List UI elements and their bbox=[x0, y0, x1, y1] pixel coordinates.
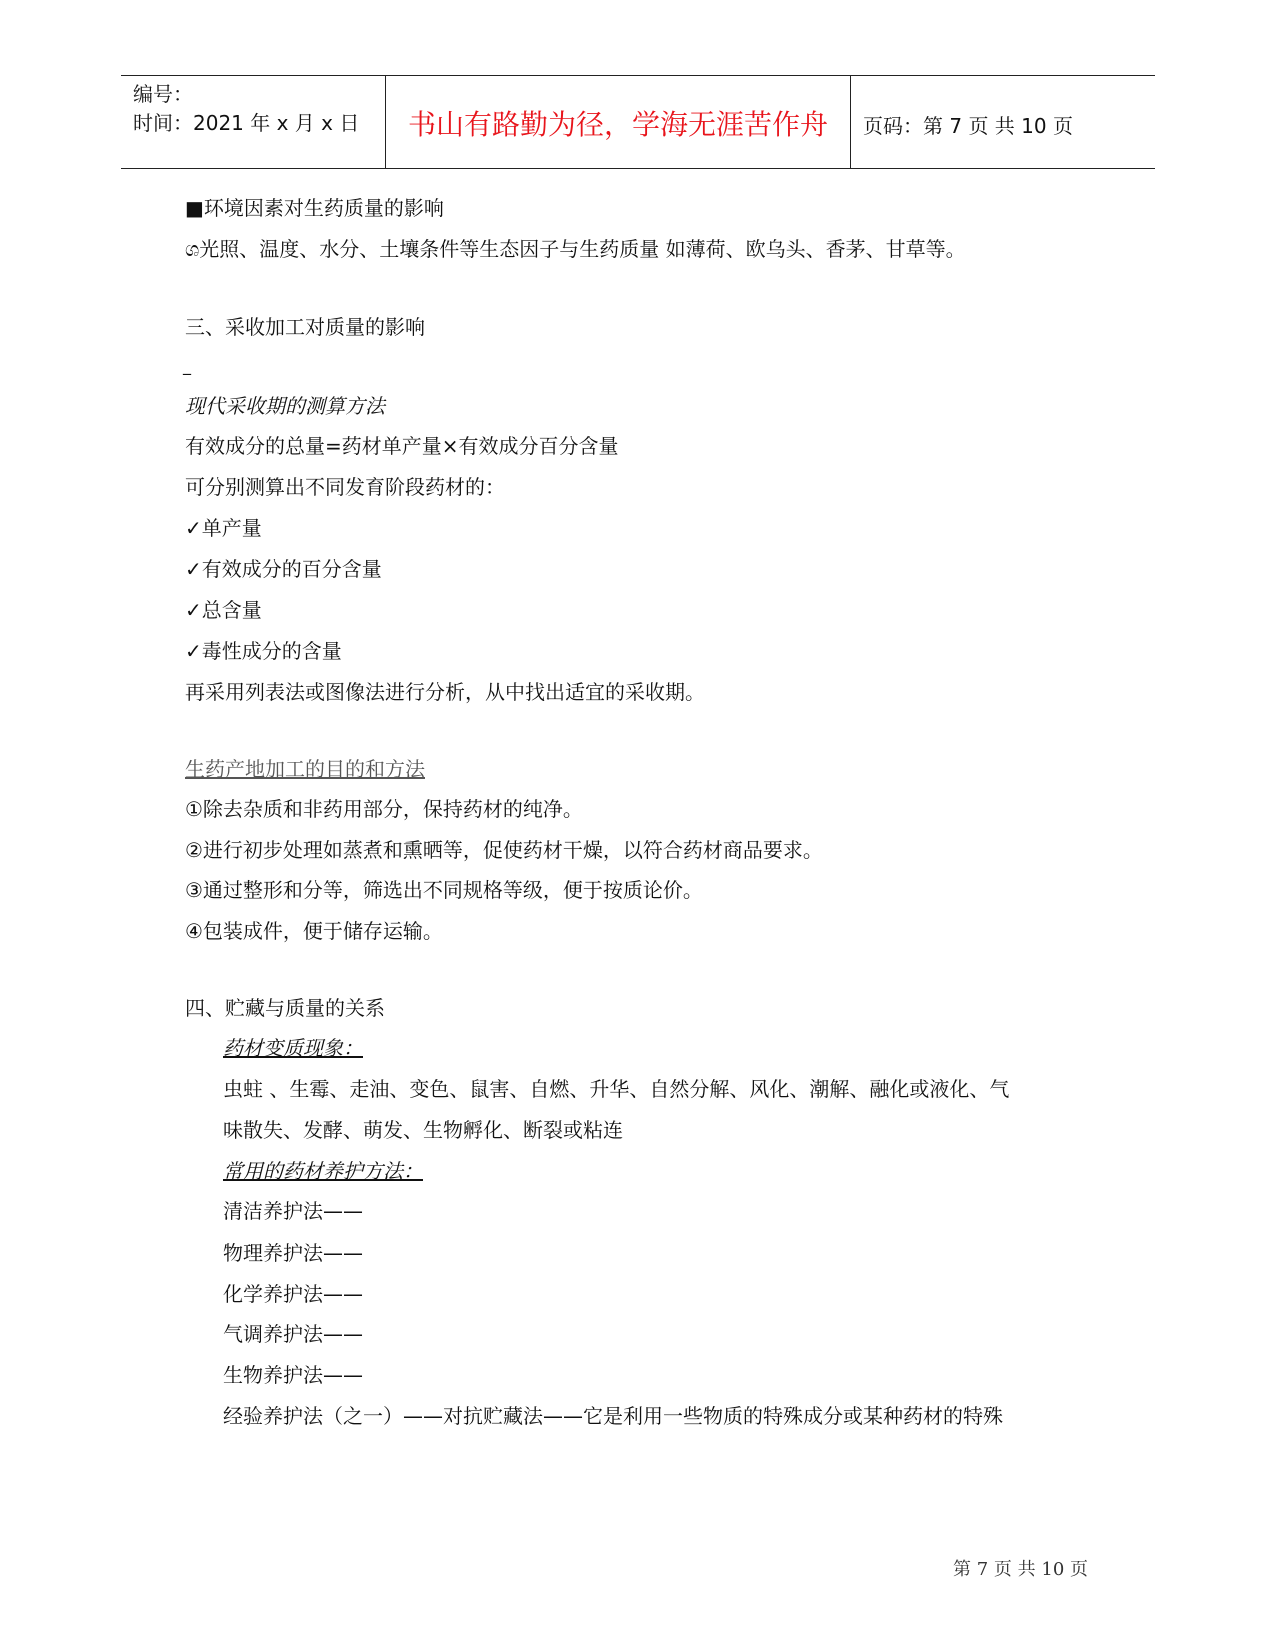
processing-item-1: ①除去杂质和非药用部分，保持药材的纯净。 bbox=[185, 797, 583, 821]
processing-item-2: ②进行初步处理如蒸煮和熏晒等，促使药材干燥，以符合药材商品要求。 bbox=[185, 838, 823, 862]
check-item-total: ✓总含量 bbox=[185, 598, 262, 622]
measure-intro-line: 可分别测算出不同发育阶段药材的： bbox=[185, 475, 505, 499]
underscore-mark: _ bbox=[183, 356, 191, 375]
harvest-method-heading: 现代采收期的测算方法 bbox=[185, 394, 385, 418]
header-middle-cell bbox=[386, 76, 851, 168]
method-biological: 生物养护法—— bbox=[223, 1363, 363, 1387]
deterioration-list-line-1: 虫蛀 、生霉、走油、变色、鼠害、自燃、升华、自然分解、风化、潮解、融化或液化、气 bbox=[223, 1077, 1010, 1101]
deterioration-heading: 药材变质现象： bbox=[223, 1036, 363, 1060]
check-item-percentage: ✓有效成分的百分含量 bbox=[185, 557, 382, 581]
method-chemical: 化学养护法—— bbox=[223, 1282, 363, 1306]
processing-heading: 生药产地加工的目的和方法 bbox=[185, 757, 425, 781]
document-time-label: 时间：2021 年 x 月 x 日 bbox=[133, 111, 360, 135]
header-right-cell bbox=[851, 76, 1155, 168]
method-physical: 物理养护法—— bbox=[223, 1241, 363, 1265]
heading-environment-factors: ■环境因素对生药质量的影响 bbox=[185, 196, 444, 220]
page-footer: 第 7 页 共 10 页 bbox=[953, 1559, 1088, 1580]
page-header-table bbox=[121, 75, 1155, 169]
method-controlled-atmosphere: 气调养护法—— bbox=[223, 1322, 363, 1346]
method-empirical: 经验养护法（之一）——对抗贮藏法——它是利用一些物质的特殊成分或某种药材的特殊 bbox=[223, 1404, 1003, 1428]
processing-item-4: ④包装成件，便于储存运输。 bbox=[185, 919, 443, 943]
maintenance-heading: 常用的药材养护方法： bbox=[223, 1159, 423, 1183]
header-left-cell bbox=[121, 76, 386, 168]
formula-line: 有效成分的总量=药材单产量×有效成分百分含量 bbox=[185, 434, 619, 458]
section-four-heading: 四、贮藏与质量的关系 bbox=[185, 996, 385, 1020]
processing-item-3: ③通过整形和分等，筛选出不同规格等级，便于按质论价。 bbox=[185, 878, 703, 902]
check-item-toxic: ✓毒性成分的含量 bbox=[185, 639, 342, 663]
document-number-label: 编号： bbox=[133, 82, 193, 106]
analysis-line: 再采用列表法或图像法进行分析，从中找出适宜的采收期。 bbox=[185, 680, 705, 704]
header-page-label: 页码：第 7 页 共 10 页 bbox=[863, 114, 1073, 138]
section-three-heading: 三、采收加工对质量的影响 bbox=[185, 315, 425, 339]
header-motto: 书山有路勤为径，学海无涯苦作舟 bbox=[407, 108, 828, 141]
ecological-factors-line: ශ光照、温度、水分、土壤条件等生态因子与生药质量 如薄荷、欧乌头、香茅、甘草等。 bbox=[185, 237, 966, 261]
deterioration-list-line-2: 味散失、发酵、萌发、生物孵化、断裂或粘连 bbox=[223, 1118, 623, 1142]
method-cleaning: 清洁养护法—— bbox=[223, 1199, 363, 1223]
check-item-yield: ✓单产量 bbox=[185, 516, 262, 540]
